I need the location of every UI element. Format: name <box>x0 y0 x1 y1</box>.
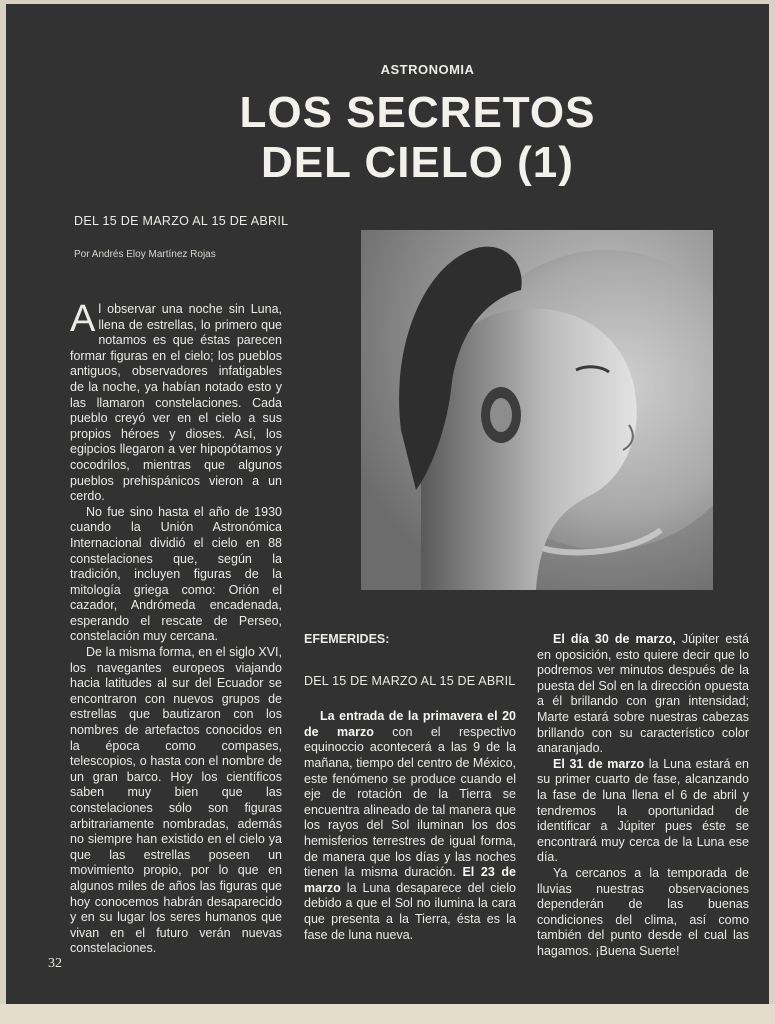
photo-illustration <box>361 230 713 590</box>
first-quarter-label: El 31 de marzo <box>553 756 645 771</box>
new-moon-text: la Luna desaparece del cielo debido a que el Sol no ilumina la cara que presenta a la Tierra, ésta es la fase de luna nueva. <box>304 880 516 942</box>
new-moon-label: El 23 de marzo <box>304 865 516 895</box>
efemerides-march-entry <box>304 709 516 943</box>
page-number: 32 <box>48 956 62 971</box>
efemerides-heading: EFEMERIDES: <box>304 632 390 646</box>
jupiter-opposition-entry <box>537 632 749 757</box>
article-body-column <box>70 298 282 957</box>
spring-equinox-label: La entrada de la primavera el 20 de marzo <box>304 709 516 739</box>
efemerides-column-2 <box>537 632 749 959</box>
paragraph-3: De la misma forma, en el siglo XVI, los navegantes europeos viajando hacia latitudes al sur del Ecuador se encontraron con nuevos grupos de estrellas que bautizaron con los nombres de artefactos conocidos en la época como compases, telescopios, o hasta con el nombre de un gran barco. Hoy los científicos saben muy bien que las constelaciones sólo son figuras arbitrariamente nombradas, además no siempre han existido en el cielo ya que las estrellas poseen un movimiento propio, por lo que en algunos miles de años las figuras que hoy conocemos habrán desaparecido y en su lugar los seres humanos que vivan en el futuro verán nuevas constelaciones. <box>70 645 282 956</box>
section-label: ASTRONOMIA <box>380 62 475 77</box>
paper-edge <box>0 1004 775 1024</box>
article-title <box>66 88 769 188</box>
magazine-page <box>6 4 769 1004</box>
closing-paragraph: Ya cercanos a la temporada de lluvias nuestras observaciones dependerán de las buenas condiciones del clima, así como también del punto desde el cual las hagamos. ¡Buena Suerte! <box>537 865 749 958</box>
efemerides-date-range: DEL 15 DE MARZO AL 15 DE ABRIL <box>304 673 516 688</box>
jupiter-opposition-text: Júpiter está en oposición, esto quiere decir que lo podremos ver minutos después de la puesta del Sol en la dirección opuesta a él brillando con gran intensidad; Marte estará sobre nuestras cabezas brillando con su característico color anaranjado. <box>537 632 750 756</box>
byline: Por Andrés Eloy Martínez Rojas <box>74 249 216 260</box>
paragraph-1 <box>70 298 282 505</box>
woman-profile-with-moon-image <box>361 230 713 590</box>
efemerides-column-1 <box>304 632 516 943</box>
jupiter-opposition-label: El día 30 de marzo, <box>553 632 676 646</box>
paragraph-1-text: l observar una noche sin Luna, llena de estrellas, lo primero que notamos es que éstas parecen formar figuras en el cielo; los pueblos antiguos, observadores infatigables de la noche, ya habían notado esto y las llamaron constelaciones. Cada pueblo creyó ver en el cielo a sus propios héroes y dioses. Así, los egipcios llegaron a ver hipopótamos y cocodrilos, mientras que algunos pueblos prehispánicos vieron a un cerdo. <box>70 302 282 504</box>
first-quarter-text: la Luna estará en su primer cuarto de fase, alcanzando la fase de luna llena el 6 de abril y tendremos la oportunidad de identificar a Júpiter pues éste se encontrará muy cerca de la Luna ese día. <box>537 756 749 865</box>
drop-cap: A <box>70 298 96 340</box>
title-line-2: DEL CIELO (1) <box>261 138 574 187</box>
paragraph-2: No fue sino hasta el año de 1930 cuando la Unión Astronómica Internacional dividió el cielo en 88 constelaciones que, según la tradición, incluyen figuras de la mitología griega como: Orión el cazador, Andrómeda encadenada, esperando el rescate de Perseo, constelación muy cercana. <box>70 504 282 644</box>
spring-equinox-text: con el respectivo equinoccio acontecerá a las 9 de la mañana, tiempo del centro de México, este fenómeno se produce cuando el eje de rotación de la Tierra se encuentra alineado de tal manera que los rayos del Sol iluminan los dos hemisferios terrestres de igual forma, de manera que los días y las noches tienen la misma duración. <box>304 724 516 880</box>
title-line-1: LOS SECRETOS <box>239 88 596 137</box>
article-date-range: DEL 15 DE MARZO AL 15 DE ABRIL <box>74 214 289 228</box>
first-quarter-entry <box>537 757 749 866</box>
